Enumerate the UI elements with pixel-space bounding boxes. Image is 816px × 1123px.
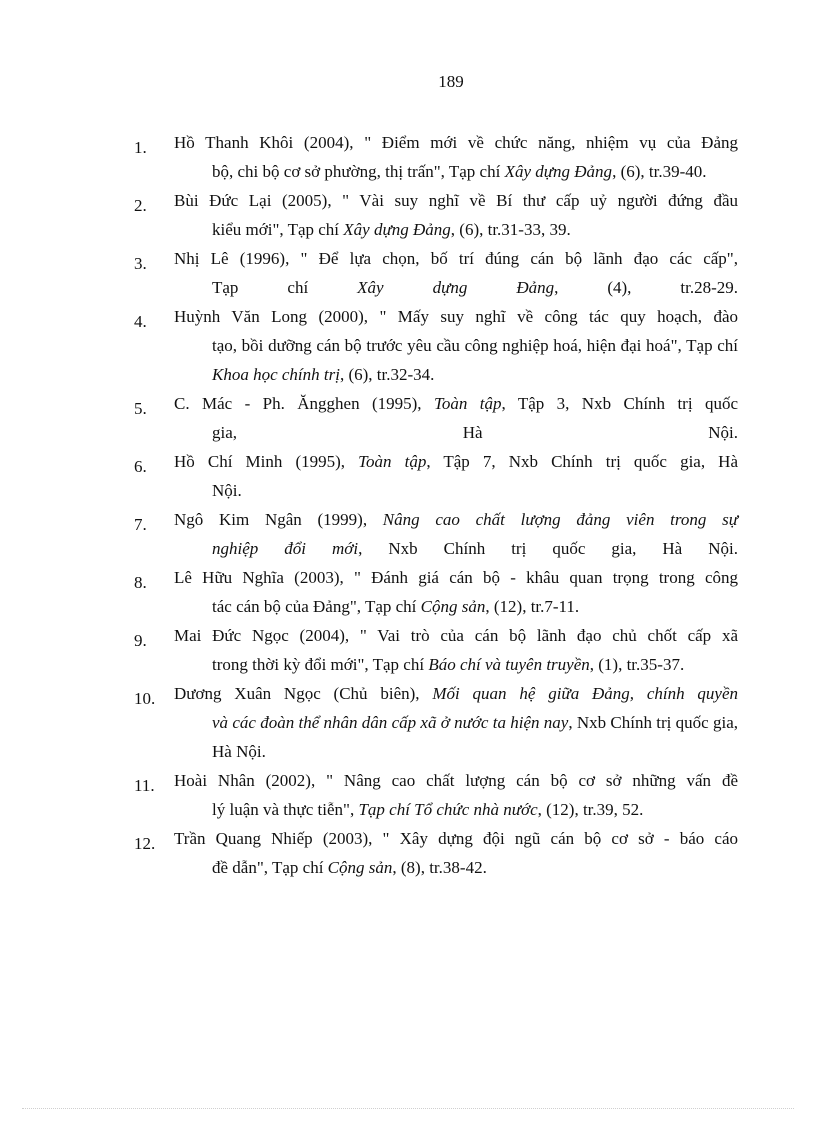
page-number: 189 <box>438 72 464 91</box>
reference-continuation: và các đoàn thể nhân dân cấp xã ở nước ta hiện nay, Nxb Chính trị quốc gia, Hà Nội. <box>212 713 738 761</box>
reference-item <box>134 186 738 244</box>
reference-first-line: Dương Xuân Ngọc (Chủ biên), Mối quan hệ giữa Đảng, chính quyền <box>174 684 738 703</box>
reference-first-line: Hoài Nhân (2002), " Nâng cao chất lượng cán bộ cơ sở những vấn đề <box>174 771 738 790</box>
journal-title: Báo chí và tuyên truyền <box>428 655 590 674</box>
book-title: Toàn tập <box>358 452 427 471</box>
reference-continuation: bộ, chi bộ cơ sở phường, thị trấn", Tạp chí Xây dựng Đảng, (6), tr.39-40. <box>212 162 707 181</box>
reference-number: 10. <box>134 689 156 708</box>
reference-number: 9. <box>134 631 147 650</box>
reference-number: 12. <box>134 834 156 853</box>
book-title: Mối quan hệ giữa Đảng, chính quyền <box>432 684 738 703</box>
reference-continuation: lý luận và thực tiễn", Tạp chí Tổ chức nhà nước, (12), tr.39, 52. <box>212 800 644 819</box>
reference-number: 1. <box>134 138 147 157</box>
reference-item <box>134 824 738 882</box>
reference-item <box>134 505 738 563</box>
page-bottom-rule <box>22 1108 794 1109</box>
reference-first-line: Ngô Kim Ngân (1999), Nâng cao chất lượng đảng viên trong sự <box>174 510 738 529</box>
reference-item <box>134 302 738 389</box>
journal-title: Cộng sản <box>420 597 486 616</box>
reference-continuation: kiểu mới", Tạp chí Xây dựng Đảng, (6), tr.31-33, 39. <box>212 220 571 239</box>
reference-number: 5. <box>134 399 147 418</box>
reference-first-line: Nhị Lê (1996), " Để lựa chọn, bố trí đúng cán bộ lãnh đạo các cấp", <box>174 249 738 268</box>
reference-continuation: nghiệp đổi mới, Nxb Chính trị quốc gia, Hà Nội. <box>212 539 738 558</box>
reference-number: 6. <box>134 457 147 476</box>
reference-item <box>134 766 738 824</box>
reference-item <box>134 621 738 679</box>
reference-item <box>134 244 738 302</box>
reference-first-line: Bùi Đức Lại (2005), " Vài suy nghĩ về Bí thư cấp uỷ người đứng đầu <box>174 191 738 210</box>
journal-title: Cộng sản <box>327 858 393 877</box>
reference-number: 7. <box>134 515 147 534</box>
reference-continuation: tác cán bộ của Đảng", Tạp chí Cộng sản, (12), tr.7-11. <box>212 597 580 616</box>
book-title: Toàn tập <box>433 394 502 413</box>
reference-continuation: gia, Hà Nội. <box>212 423 738 442</box>
reference-continuation: đề dẫn", Tạp chí Cộng sản, (8), tr.38-42. <box>212 858 487 877</box>
reference-number: 2. <box>134 196 147 215</box>
reference-continuation: Tạp chí Xây dựng Đảng, (4), tr.28-29. <box>212 278 738 297</box>
book-title: Nâng cao chất lượng đảng viên trong sự <box>382 510 738 529</box>
reference-continuation: trong thời kỳ đổi mới", Tạp chí Báo chí và tuyên truyền, (1), tr.35-37. <box>212 655 685 674</box>
reference-continuation: Nội. <box>212 481 242 500</box>
reference-number: 4. <box>134 312 147 331</box>
reference-first-line: Mai Đức Ngọc (2004), " Vai trò của cán bộ lãnh đạo chủ chốt cấp xã <box>174 626 738 645</box>
reference-continuation: tạo, bồi dưỡng cán bộ trước yêu cầu công nghiệp hoá, hiện đại hoá", Tạp chí Khoa học chính trị, (6), tr.32-34. <box>212 336 738 384</box>
reference-first-line: Hồ Thanh Khôi (2004), " Điểm mới về chức năng, nhiệm vụ của Đảng <box>174 133 738 152</box>
reference-item <box>134 389 738 447</box>
reference-first-line: C. Mác - Ph. Ăngghen (1995), Toàn tập, Tập 3, Nxb Chính trị quốc <box>174 394 738 413</box>
reference-item <box>134 679 738 766</box>
book-title: nghiệp đổi mới <box>212 539 359 558</box>
reference-number: 8. <box>134 573 147 592</box>
reference-item <box>134 563 738 621</box>
reference-first-line: Trần Quang Nhiếp (2003), " Xây dựng đội ngũ cán bộ cơ sở - báo cáo <box>174 829 738 848</box>
journal-title: Khoa học chính trị <box>212 365 340 384</box>
journal-title: Xây dựng Đảng <box>357 278 555 297</box>
reference-item <box>134 447 738 505</box>
reference-number: 11. <box>134 776 155 795</box>
journal-title: Xây dựng Đảng <box>504 162 613 181</box>
reference-first-line: Huỳnh Văn Long (2000), " Mấy suy nghĩ về công tác quy hoạch, đào <box>174 307 738 326</box>
reference-first-line: Hồ Chí Minh (1995), Toàn tập, Tập 7, Nxb Chính trị quốc gia, Hà <box>174 452 738 471</box>
journal-title: Xây dựng Đảng <box>343 220 451 239</box>
reference-first-line: Lê Hữu Nghĩa (2003), " Đánh giá cán bộ - khâu quan trọng trong công <box>174 568 738 587</box>
reference-item <box>134 128 738 186</box>
reference-number: 3. <box>134 254 147 273</box>
journal-title: Tạp chí Tổ chức nhà nước <box>358 800 538 819</box>
reference-list <box>134 128 738 882</box>
book-title: và các đoàn thể nhân dân cấp xã ở nước ta hiện nay <box>212 713 569 732</box>
